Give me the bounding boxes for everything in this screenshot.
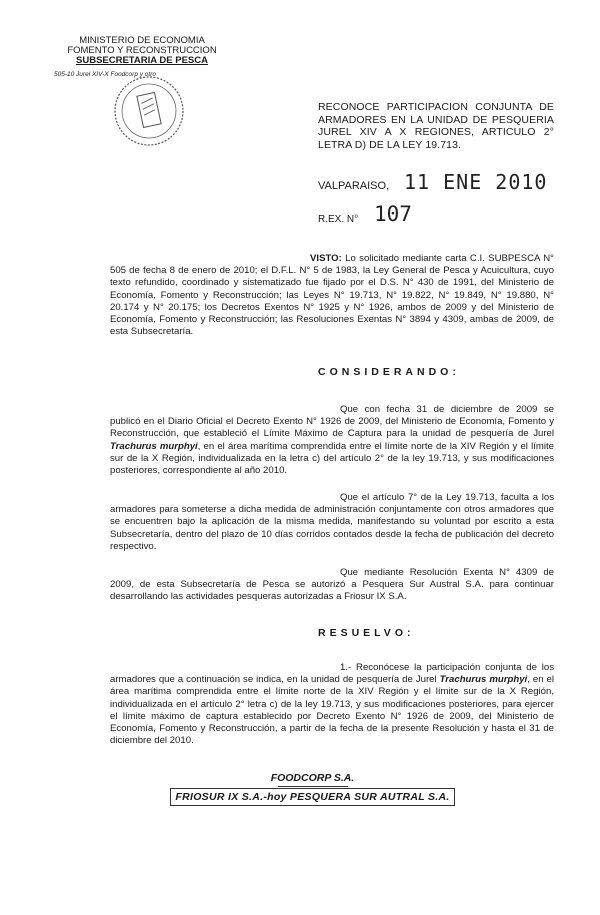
date-stamp: 11 ENE 2010 <box>404 170 548 194</box>
species-name: Trachurus murphyi <box>110 440 198 452</box>
company-underline <box>278 786 348 787</box>
considerando-1-text-a: Que con fecha 31 de diciembre de 2009 se publicó en el Diario Oficial el Decreto Exento N° 1926 de 2009, del Ministerio de Economía, Fomento y Reconstrucción, que estableció el Límite Máximo de Captura para la unidad de pesquería de Jurel <box>110 404 554 440</box>
considerando-paragraph-1 <box>110 404 554 477</box>
species-name: Trachurus murphyi <box>439 674 528 686</box>
visto-label: VISTO: <box>310 253 342 264</box>
company-1: FOODCORP S.A. <box>270 772 355 784</box>
considerando-heading: CONSIDERANDO: <box>318 366 460 378</box>
resuelvo-paragraph-1 <box>110 662 554 747</box>
place-label: VALPARAISO, <box>318 180 390 192</box>
resolution-number-label: R.EX. N° <box>318 214 359 225</box>
resolution-title: RECONOCE PARTICIPACION CONJUNTA DE ARMADORES EN LA UNIDAD DE PESQUERIA JUREL XIV A X REGIONES, ARTICULO 2° LETRA D) DE LA LEY 19.713. <box>318 101 554 151</box>
visto-text: Lo solicitado mediante carta C.I. SUBPESCA N° 505 de fecha 8 de enero de 2010; el D.F.L. N° 5 de 1983, la Ley General de Pesca y Acuicultura, cuyo texto refundido, coordinado y sistematizado fue fijado por el D.S. N° 430 de 1991, del Ministerio de Economía, Fomento y Reconstrucción; las Leyes N° 19.713, N° 19.822, N° 19.849, N° 19.880, N° 20.174 y N° 20.175; los Decretos Exentos N° 1925 y N° 1926, ambos de 2009 y del Ministerio de Economía, Fomento y Reconstrucción; las Resoluciones Exentas N° 3894 y 4309, ambas de 2009, de esta Subsecretaría. <box>110 253 554 338</box>
company-2: FRIOSUR IX S.A.-hoy PESQUERA SUR AUTRAL S.A. <box>170 788 455 806</box>
resuelvo-heading: RESUELVO: <box>318 627 415 639</box>
ministry-name-line1: MINISTERIO DE ECONOMIA <box>79 35 205 46</box>
visto-paragraph <box>110 253 554 338</box>
considerando-paragraph-3: Que mediante Resolución Exenta N° 4309 de 2009, de esta Subsecretaría de Pesca se autorizó a Pesquera Sur Austral S.A. para continuar desarrollando las actividades pesqueras autorizadas a Friosur IX S.A. <box>110 567 554 603</box>
official-seal-stamp <box>110 72 188 150</box>
subsecretaria-name: SUBSECRETARIA DE PESCA <box>76 55 208 66</box>
ministry-name-line2: FOMENTO Y RECONSTRUCCION <box>67 45 217 56</box>
resuelvo-1-text-b: , en el área marítima comprendida entre el límite norte de la XIV Región y el límite sur de la X Región, individualizada en el artículo 2° letra c) de la ley 19.713, y sus modificaciones posteriores, para ejercer el límite máximo de captura establecido por Decreto Exento N° 1926 de 2009, del Ministerio de Economía, Fomento y Reconstrucción, a partir de la fecha de la presente Resolución y hasta el 31 de diciembre del 2010. <box>110 674 554 747</box>
letterhead <box>52 35 232 78</box>
resolution-number: 107 <box>374 202 412 226</box>
file-reference: 505-10 Jurel XIV-X Foodcorp y otro <box>54 71 157 78</box>
company-list <box>170 772 455 806</box>
resuelvo-1-text-a: 1.- Reconócese la participación conjunta de los armadores que a continuación se indica, en la unidad de pesquería de Jurel <box>110 662 554 686</box>
considerando-paragraph-2: Que el artículo 7° de la Ley 19.713, faculta a los armadores para someterse a dicha medida de administración conjuntamente con otros armadores que se encuentren bajo la aplicación de la misma medida, manifestando su voluntad por escrito a esta Subsecretaría, dentro del plazo de 10 días corridos contados desde la fecha de publicación del decreto respectivo. <box>110 492 554 552</box>
considerando-1-text-b: , en el área marítima comprendida entre el límite norte de la XIV Región y el límite sur de la X Región, individualizada en la letra c) del artículo 2° de la ley 19.713, y sus modificaciones posteriores, correspondiente al año 2010. <box>110 440 554 477</box>
